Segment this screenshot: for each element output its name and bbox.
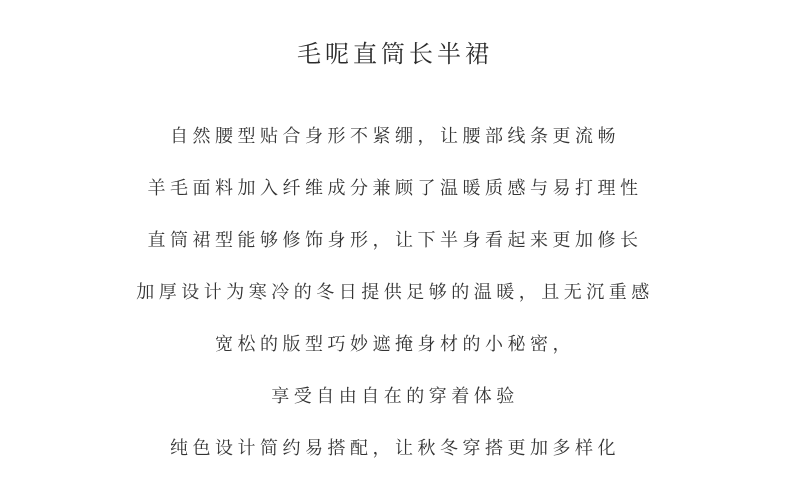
description-line-6: 享受自由自在的穿着体验 <box>271 386 519 407</box>
description-line-1: 自然腰型贴合身形不紧绷，让腰部线条更流畅 <box>170 126 620 147</box>
description-line-7: 纯色设计简约易搭配，让秋冬穿搭更加多样化 <box>170 438 620 459</box>
page-title: 毛呢直筒长半裙 <box>297 40 493 68</box>
description-line-4: 加厚设计为寒冷的冬日提供足够的温暖，且无沉重感 <box>136 282 654 303</box>
description-line-3: 直筒裙型能够修饰身形，让下半身看起来更加修长 <box>147 230 643 251</box>
description-line-5: 宽松的版型巧妙遮掩身材的小秘密， <box>215 334 575 355</box>
description-line-2: 羊毛面料加入纤维成分兼顾了温暖质感与易打理性 <box>147 178 643 199</box>
